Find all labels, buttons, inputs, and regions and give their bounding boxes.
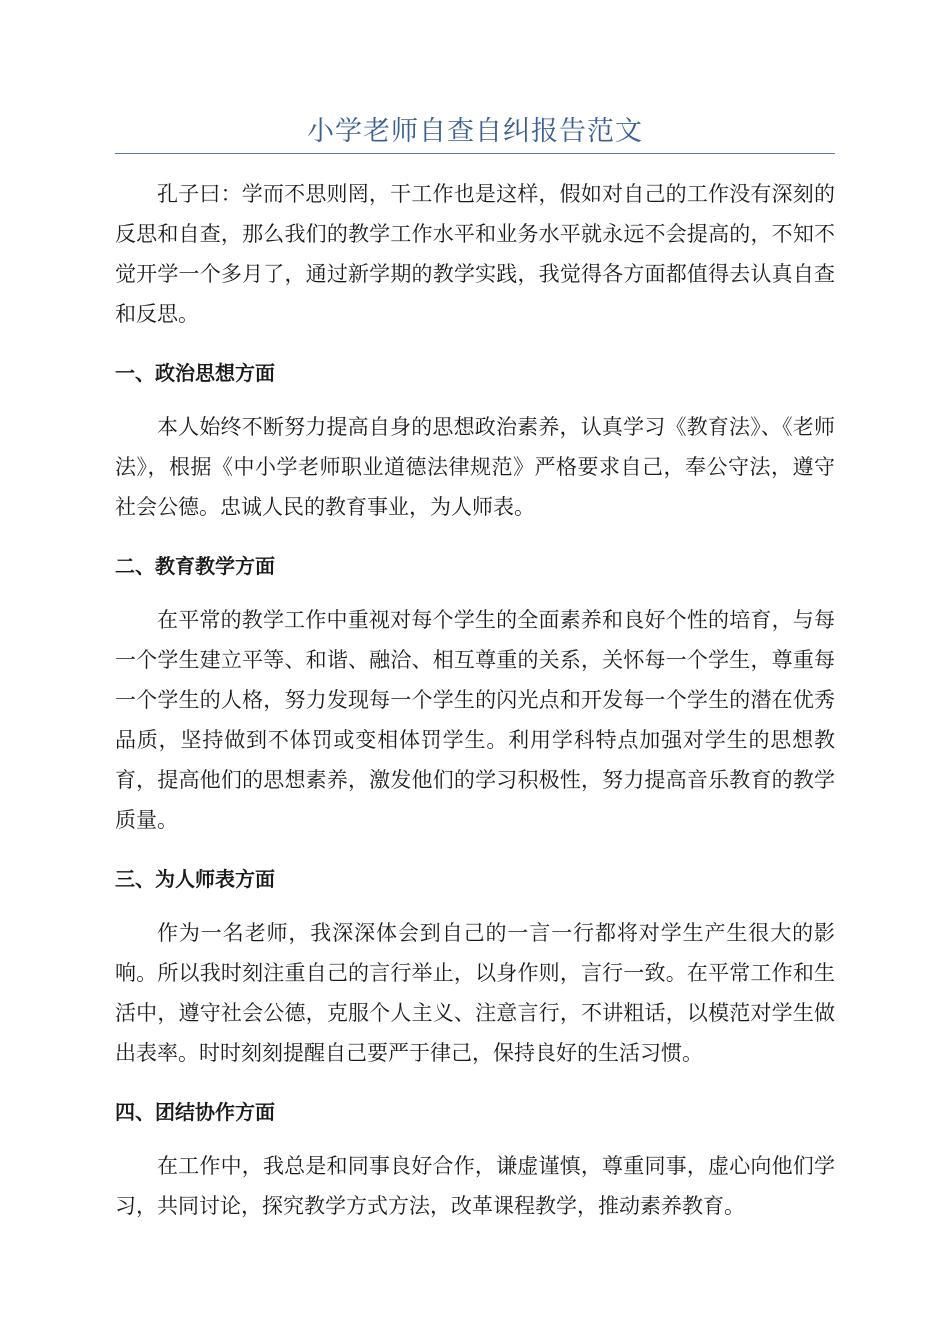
section-heading-teaching: 二、教育教学方面 (115, 554, 275, 578)
section-body-politics: 本人始终不断努力提高自身的思想政治素养，认真学习《教育法》、《老师法》，根据《中小学老师职业道德法律规范》严格要求自己，奉公守法，遵守社会公德。忠诚人民的教育事业，为人师表。 (115, 415, 835, 519)
intro-paragraph: 孔子曰：学而不思则罔，干工作也是这样，假如对自己的工作没有深刻的反思和自查，那么我们的教学工作水平和业务水平就永远不会提高的，不知不觉开学一个多月了，通过新学期的教学实践，我觉得各方面都值得去认真自查和反思。 (115, 182, 835, 326)
section-heading-politics: 一、政治思想方面 (115, 361, 275, 385)
section-body-teaching: 在平常的教学工作中重视对每个学生的全面素养和良好个性的培育，与每一个学生建立平等、和谐、融洽、相互尊重的关系，关怀每一个学生，尊重每一个学生的人格，努力发现每一个学生的闪光点和开发每一个学生的潜在优秀品质，坚持做到不体罚或变相体罚学生。利用学科特点加强对学生的思想教育，提高他们的思想素养，激发他们的学习积极性，努力提高音乐教育的教学质量。 (115, 608, 835, 832)
section-heading-teamwork: 四、团结协作方面 (115, 1100, 275, 1124)
section-heading-conduct: 三、为人师表方面 (115, 867, 275, 891)
section-body-conduct: 作为一名老师，我深深体会到自己的一言一行都将对学生产生很大的影响。所以我时刻注重自己的言行举止，以身作则，言行一致。在平常工作和生活中，遵守社会公德，克服个人主义、注意言行，不讲粗话，以模范对学生做出表率。时时刻刻提醒自己要严于律己，保持良好的生活习惯。 (115, 921, 835, 1065)
section-body-teamwork: 在工作中，我总是和同事良好合作，谦虚谨慎，尊重同事，虚心向他们学习，共同讨论，探究教学方式方法，改革课程教学，推动素养教育。 (115, 1154, 835, 1218)
title-underline (115, 153, 835, 154)
document-body (115, 174, 835, 1226)
document-title: 小学老师自查自纠报告范文 (307, 116, 643, 147)
